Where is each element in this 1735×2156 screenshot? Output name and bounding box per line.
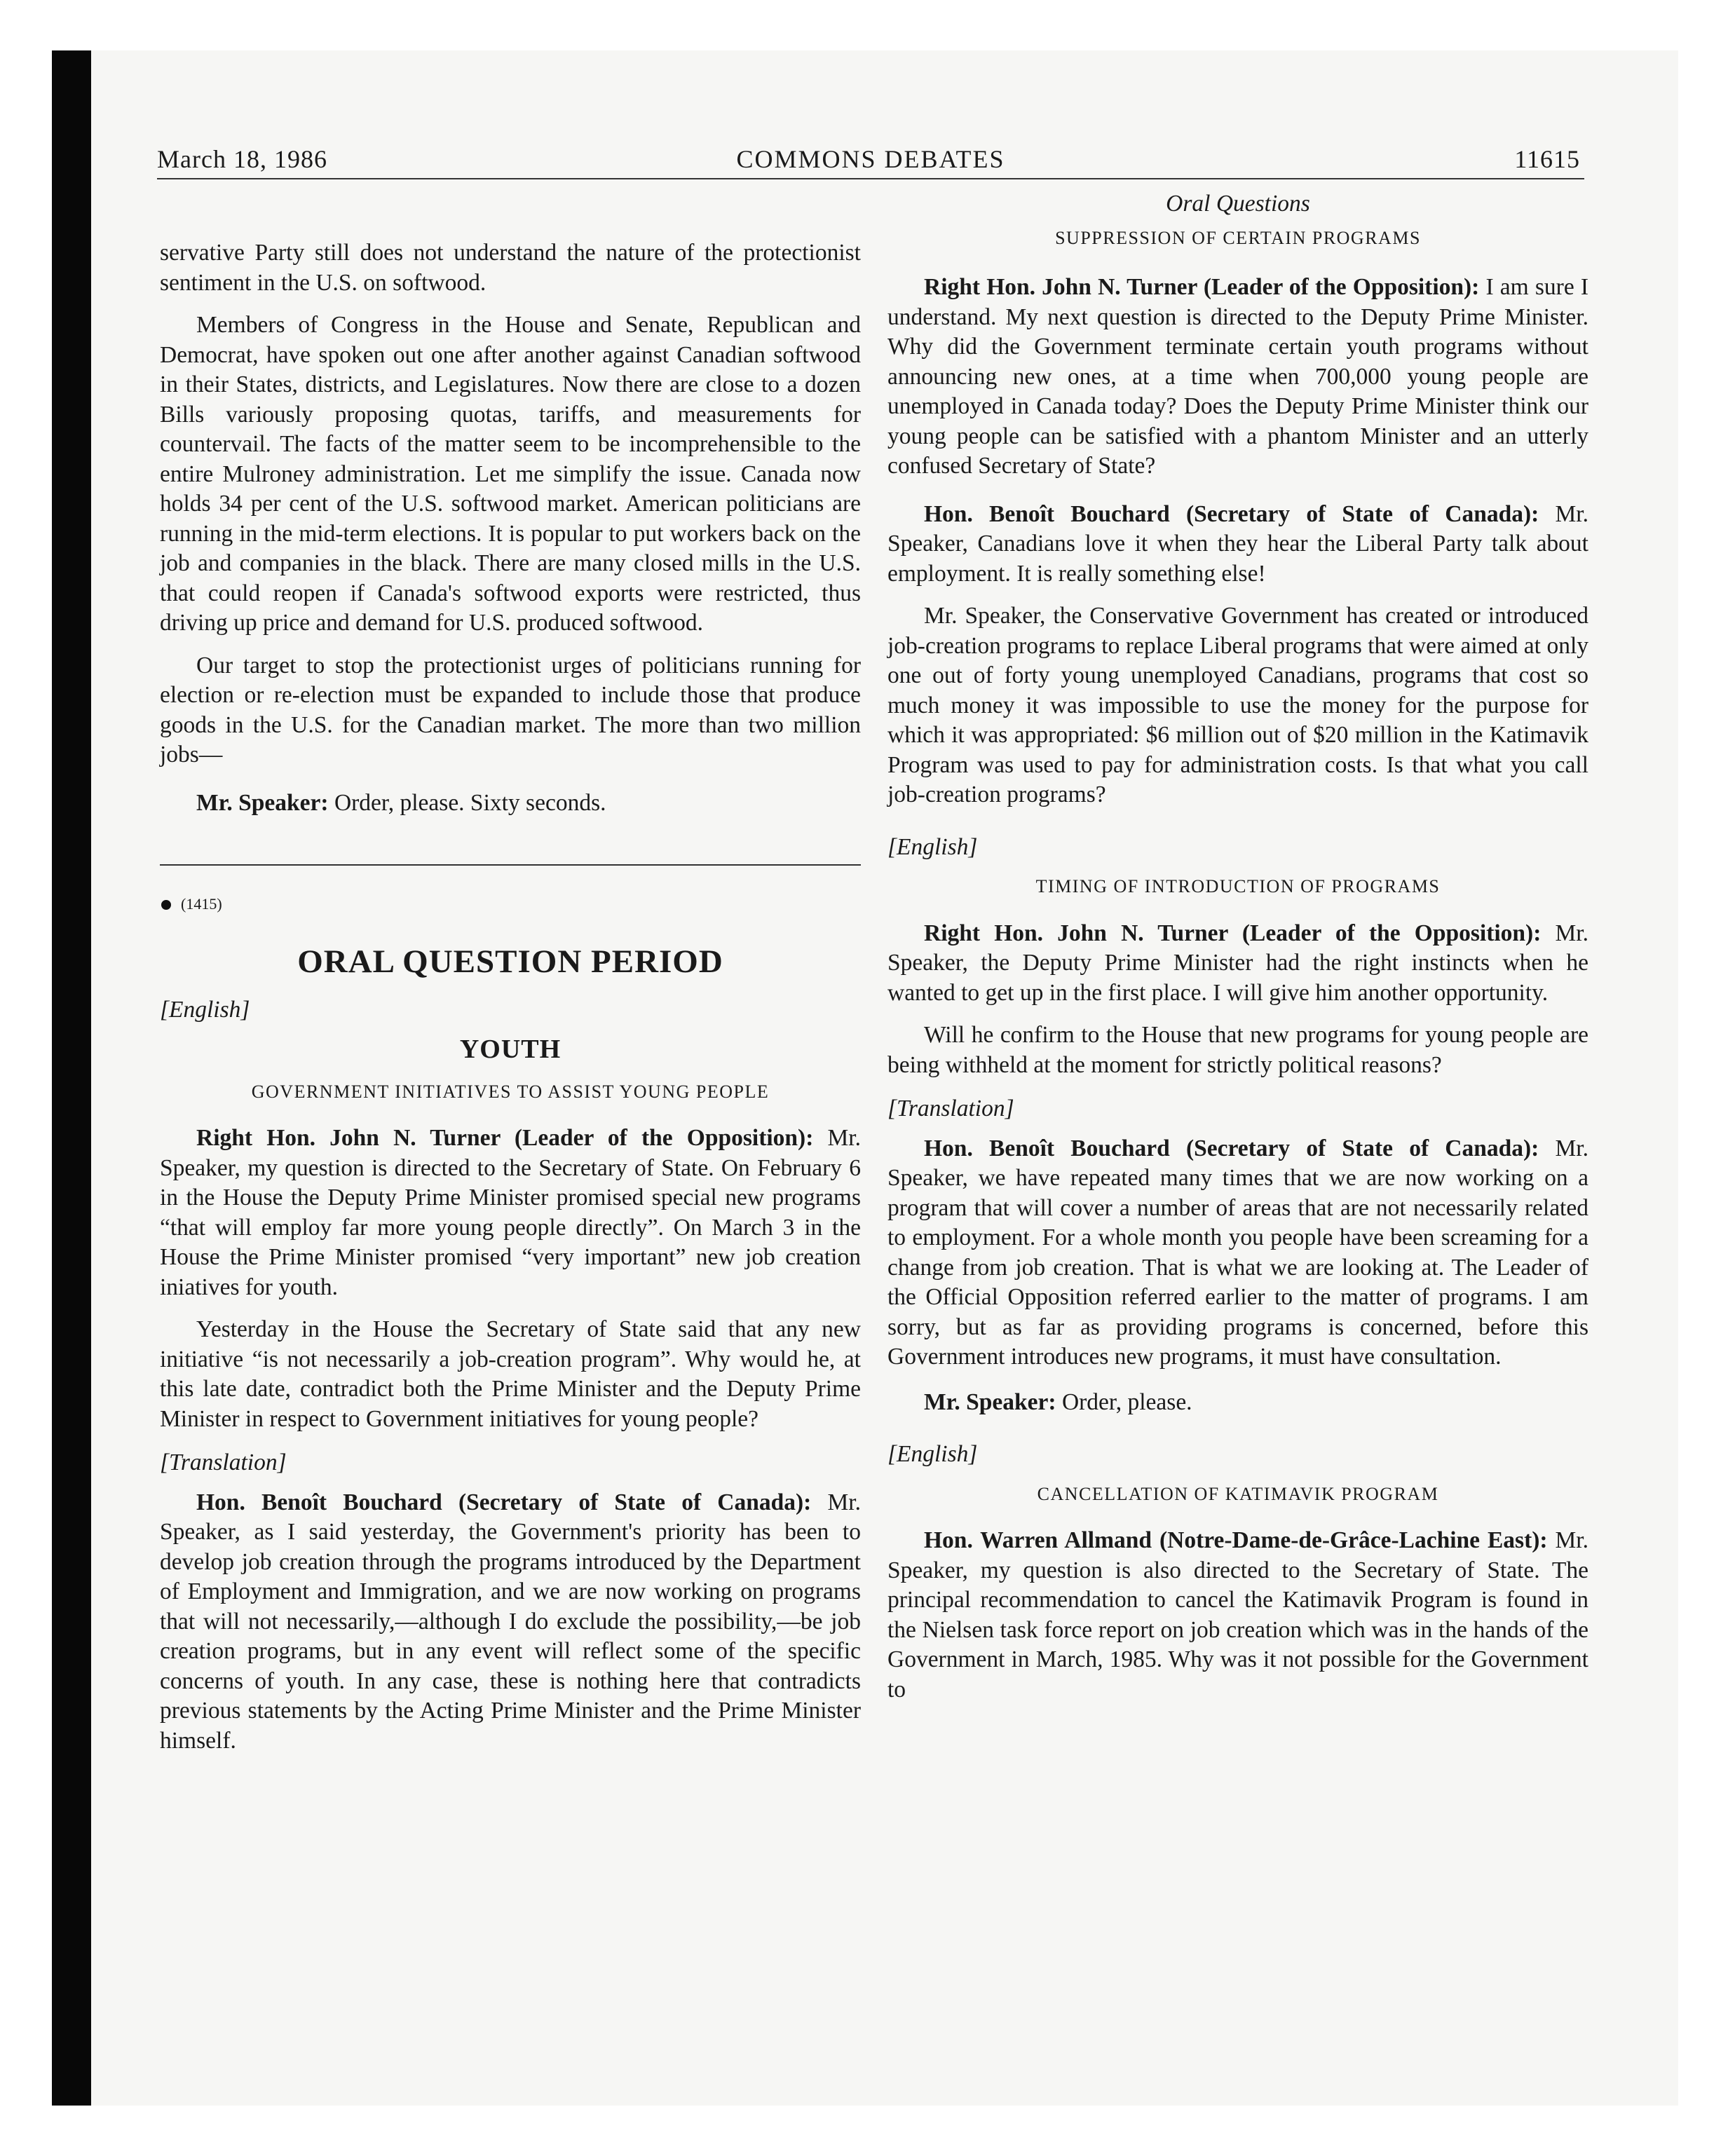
paragraph: Yesterday in the House the Secretary of State said that any new initiative “is not necessarily a job-creation program”. Why would he, at this late date, contradict both the Prime Minister and the Deputy Prime Minister in respect to Government initiatives for young people? [160,1316,861,1432]
speaker-name: Hon. Benoît Bouchard (Secretary of State of Canada): [924,1135,1539,1161]
speaker-name: Mr. Speaker: [924,1389,1056,1415]
subheading: SUPPRESSION OF CERTAIN PROGRAMS [1055,227,1421,248]
statement-text: Mr. Speaker, my question is also directed to the Secretary of State. The principal recommendation to cancel the Katimavik Program is found in the Nielsen task force report on job creation which was in the hands of the Government in March, 1985. Why was it not possible for the Government to [887,1527,1588,1703]
bullet-icon [161,900,171,910]
language-marker: [Translation] [160,1449,287,1475]
subject-heading: YOUTH [459,1035,562,1064]
statement-text: Mr. Speaker, as I said yesterday, the Government's priority has been to develop job creation through the programs introduced by the Department of Employment and Immigration, and we are now working on programs that will not necessarily,—although I do exclude the possibility,—be job creation programs, but in any event will reflect some of the specific concerns of youth. In any case, these is nothing here that contradicts previous statements by the Acting Prime Minister and the Prime Minister himself. [160,1489,861,1754]
column-heading: Oral Questions [1166,191,1310,217]
speaker-statement [160,1488,861,1756]
subheading: CANCELLATION OF KATIMAVIK PROGRAM [1037,1483,1439,1504]
speaker-statement [887,1388,1588,1418]
header-title: COMMONS DEBATES [736,145,1005,173]
paragraph: Will he confirm to the House that new programs for young people are being withheld at the moment for strictly political reasons? [887,1022,1588,1078]
speaker-name: Hon. Benoît Bouchard (Secretary of State of Canada): [196,1489,812,1515]
statement-text: Mr. Speaker, the Deputy Prime Minister had the right instincts when he wanted to get up in the first place. I will give him another opportunity. [887,920,1588,1006]
speaker-statement [887,273,1588,482]
speaker-statement [887,1526,1588,1705]
speaker-name: Right Hon. John N. Turner (Leader of the Opposition): [924,920,1542,946]
language-marker: [English] [887,1441,978,1467]
statement-text: Mr. Speaker, we have repeated many times that we are now working on a program that will cover a number of areas that are not necessarily related to employment. For a whole month you people have been screaming for a change from job creation. That is what we are looking at. The Leader of the Official Opposition referred earlier to the matter of programs. I am sorry, but as far as providing programs is concerned, before this Government introduces new programs, it must have consultation. [887,1135,1588,1370]
language-marker: [Translation] [887,1096,1014,1121]
timestamp-text: (1415) [181,895,222,913]
statement-text: Mr. Speaker, my question is directed to the Secretary of State. On February 6 in the House the Deputy Prime Minister promised special new programs “that will employ far more young people directly”. On March 3 in the House the Prime Minister promised “very important” new job creation iniatives for youth. [160,1125,861,1300]
subheading: GOVERNMENT INITIATIVES TO ASSIST YOUNG PEOPLE [251,1081,770,1102]
running-head [157,139,1584,179]
language-marker: [English] [160,996,250,1023]
section-divider [160,864,861,866]
statement-text: I am sure I understand. My next question is directed to the Deputy Prime Minister. Why did the Government terminate certain youth programs without announcing new ones, at a time when 700,000 young people are unemployed in Canada today? Does the Deputy Prime Minister think our young people can be satisfied with a phantom Minister and an utterly confused Secretary of State? [887,274,1588,479]
right-column [887,189,1588,1717]
speaker-statement [887,500,1588,589]
speaker-statement [887,1134,1588,1372]
scan-edge [52,50,91,2106]
speaker-name: Hon. Benoît Bouchard (Secretary of State of Canada): [924,500,1539,527]
statement-text: Order, please. Sixty seconds. [328,789,606,816]
left-column [160,189,861,1768]
speaker-name: Mr. Speaker: [196,789,329,816]
paragraph: Members of Congress in the House and Senate, Republican and Democrat, have spoken out one after another against Canadian softwood in their States, districts, and Legislatures. Now there are close to a dozen Bills variously proposing quotas, tariffs, and measurements for countervail. The facts of the matter seem to be incomprehensible to the entire Mulroney administration. Let me simplify the issue. Canada now holds 34 per cent of the U.S. softwood market. American politicians are running in the mid-term elections. It is popular to put workers back on the job and companies in the black. There are many closed mills in the U.S. that could reopen if Canada's softwood exports were restricted, thus driving up price and demand for U.S. produced softwood. [160,312,861,636]
statement-text: Order, please. [1056,1389,1192,1415]
subheading: TIMING OF INTRODUCTION OF PROGRAMS [1035,876,1441,896]
language-marker: [English] [887,833,978,860]
speaker-name: Right Hon. John N. Turner (Leader of the Opposition): [924,274,1480,300]
section-title: ORAL QUESTION PERIOD [297,943,723,980]
paragraph: Our target to stop the protectionist urges of politicians running for election or re-election must be expanded to include those that produce goods in the U.S. for the Canadian market. The more than two million jobs— [160,652,861,767]
statement-text: Mr. Speaker, Canadians love it when they hear the Liberal Party talk about employment. It is really something else! [887,500,1588,587]
speaker-name: Hon. Warren Allmand (Notre-Dame-de-Grâce-Lachine East): [924,1527,1548,1553]
timestamp [160,889,861,920]
speaker-statement [160,789,861,819]
speaker-name: Right Hon. John N. Turner (Leader of the Opposition): [196,1125,814,1151]
speaker-statement [160,1124,861,1302]
speaker-statement [887,919,1588,1009]
paragraph: Mr. Speaker, the Conservative Government has created or introduced job-creation programs to replace Liberal programs that were aimed at only one out of forty young unemployed Canadians, programs that cost so much money it was impossible to use the money for the purpose for which it was appropriated: $6 million out of $20 million in the Katimavik Program was used to pay for administration costs. Is that what you call job-creation programs? [887,603,1588,807]
paragraph-continuation: servative Party still does not understand the nature of the protectionist sentiment in the U.S. on softwood. [160,240,861,296]
header-page-number: 11615 [1514,145,1580,173]
header-date: March 18, 1986 [157,145,327,173]
